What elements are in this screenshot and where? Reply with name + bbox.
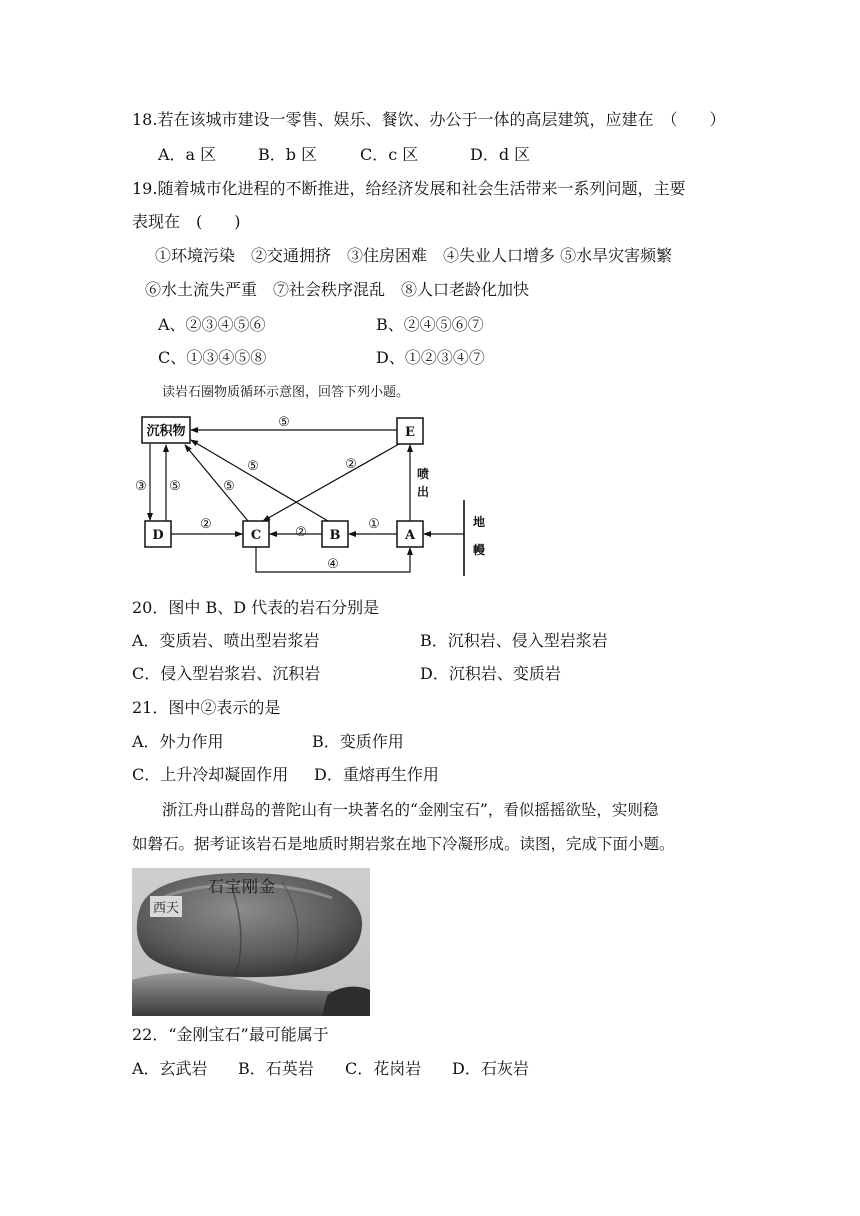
stone-intro-line2: 如磐石。据考证该岩石是地质时期岩浆在地下冷凝形成。读图，完成下面小题。 xyxy=(132,835,675,853)
q21-option-d: D．重熔再生作用 xyxy=(314,765,439,784)
label-mantle-2: 幔 xyxy=(472,543,486,557)
label-d-to-c-2: ② xyxy=(200,517,212,532)
label-left-5: ⑤ xyxy=(169,479,181,494)
q19-option-c: C、①③④⑤⑧ xyxy=(158,348,267,367)
label-diag-5a: ⑤ xyxy=(223,479,235,494)
label-top-5: ⑤ xyxy=(278,415,290,430)
q19-items-line2: ⑥水土流失严重 ⑦社会秩序混乱 ⑧人口老龄化加快 xyxy=(145,280,530,299)
svg-text:B: B xyxy=(329,528,341,543)
q21-option-c: C．上升冷却凝固作用 xyxy=(132,765,289,784)
box-d xyxy=(145,521,171,547)
q18-option-b: B．b 区 xyxy=(258,145,318,164)
svg-text:沉积物: 沉积物 xyxy=(146,424,186,439)
box-b xyxy=(322,521,348,547)
q20-stem: 20．图中 B、D 代表的岩石分别是 xyxy=(132,598,380,617)
q18-option-c: C．c 区 xyxy=(360,145,419,164)
arrow-c-to-sediment xyxy=(185,445,248,521)
q18-stem: 18.若在该城市建设一零售、娱乐、餐饮、办公于一体的高层建筑，应建在 （ ） xyxy=(132,110,726,129)
stone-inscription: 石宝刚金 xyxy=(208,877,277,896)
q22-option-c: C．花岗岩 xyxy=(345,1059,422,1078)
svg-text:E: E xyxy=(405,425,415,440)
label-b-to-c-2: ② xyxy=(295,525,307,540)
label-a-to-b-1: ① xyxy=(368,517,380,532)
box-c xyxy=(243,521,269,547)
arrow-e-to-c xyxy=(263,444,399,521)
svg-text:C: C xyxy=(250,528,262,543)
rock-cycle-intro: 读岩石圈物质循环示意图，回答下列小题。 xyxy=(162,385,410,400)
q20-option-d: D．沉积岩、变质岩 xyxy=(420,664,561,683)
label-eruption-2: 出 xyxy=(416,485,430,499)
svg-text:D: D xyxy=(152,528,164,543)
q19-option-b: B、②④⑤⑥⑦ xyxy=(376,315,484,334)
q21-option-b: B．变质作用 xyxy=(312,732,404,751)
svg-text:A: A xyxy=(404,528,416,543)
label-left-3: ③ xyxy=(135,479,147,494)
q22-stem: 22．“金刚宝石”最可能属于 xyxy=(132,1025,329,1044)
box-e xyxy=(397,418,423,444)
q20-option-c: C．侵入型岩浆岩、沉积岩 xyxy=(132,664,321,683)
q19-stem-line2: 表现在 ( ) xyxy=(132,212,241,231)
label-mantle-1: 地 xyxy=(472,515,486,529)
rock-cycle-diagram xyxy=(132,404,492,582)
q20-option-b: B．沉积岩、侵入型岩浆岩 xyxy=(420,631,608,650)
box-sediment xyxy=(142,417,190,443)
q18-option-a: A．a 区 xyxy=(158,145,217,164)
label-bottom-4: ④ xyxy=(327,557,339,572)
q19-option-a: A、②③④⑤⑥ xyxy=(158,315,266,334)
q22-option-a: A．玄武岩 xyxy=(132,1059,208,1078)
q19-stem-line1: 19.随着城市化进程的不断推进，给经济发展和社会生活带来一系列问题，主要 xyxy=(132,179,686,198)
q22-option-d: D．石灰岩 xyxy=(452,1059,529,1078)
label-eruption-1: 喷 xyxy=(416,467,430,481)
box-a xyxy=(397,521,423,547)
q18-option-d: D．d 区 xyxy=(470,145,531,164)
q21-option-a: A．外力作用 xyxy=(132,732,224,751)
stone-side-chars: 西天 xyxy=(150,896,182,917)
label-diag-2: ② xyxy=(345,457,357,472)
q19-items-line1: ①环境污染 ②交通拥挤 ③住房困难 ④失业人口增多 ⑤水旱灾害频繁 xyxy=(155,246,673,265)
label-diag-5b: ⑤ xyxy=(247,459,259,474)
stone-intro-line1: 浙江舟山群岛的普陀山有一块著名的“金刚宝石”，看似摇摇欲坠，实则稳 xyxy=(162,801,659,819)
q22-option-b: B．石英岩 xyxy=(238,1059,314,1078)
q21-stem: 21．图中②表示的是 xyxy=(132,698,281,717)
q20-option-a: A．变质岩、喷出型岩浆岩 xyxy=(132,631,320,650)
arrow-b-to-sediment xyxy=(191,440,328,521)
q19-option-d: D、①②③④⑦ xyxy=(376,348,485,367)
